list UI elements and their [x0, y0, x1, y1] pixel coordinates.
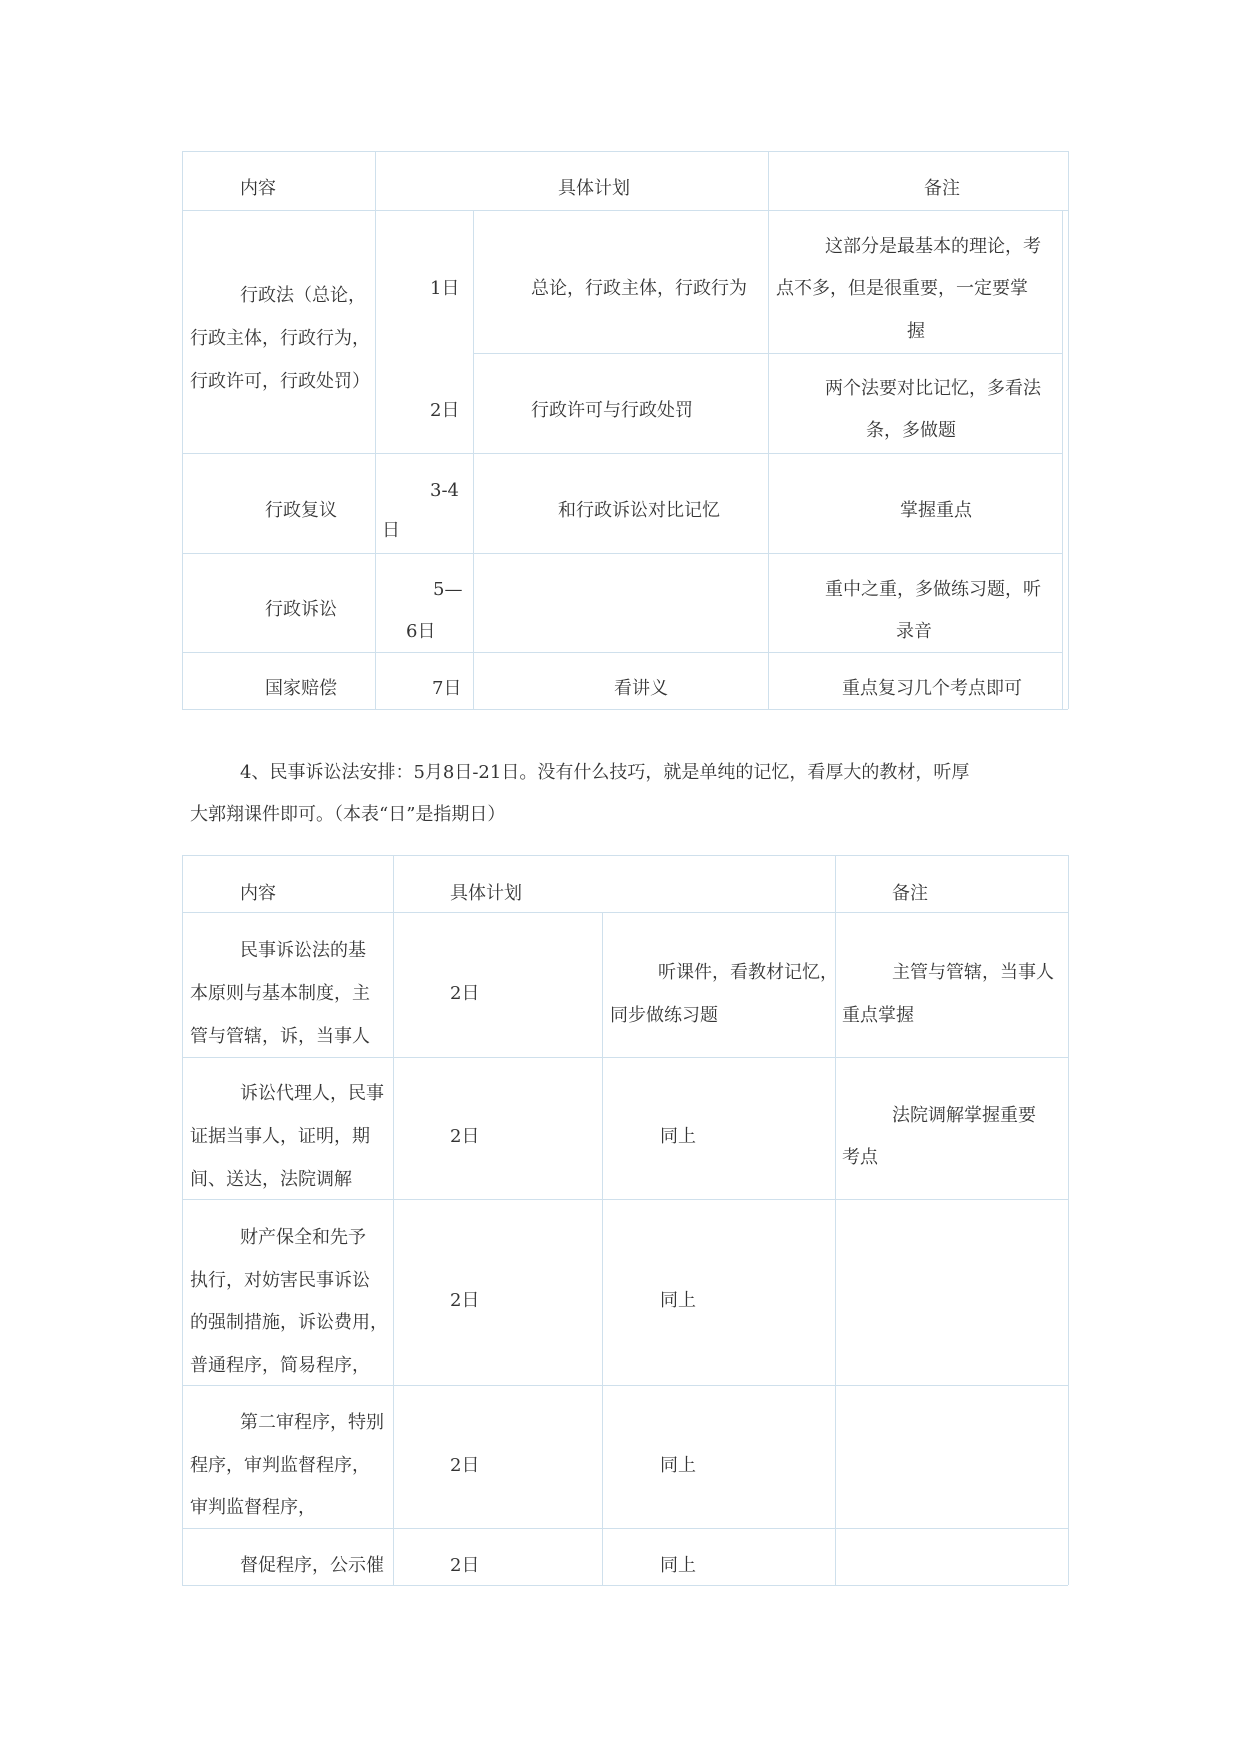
- t2-row3-name-line1: 财产保全和先予: [240, 1227, 366, 1248]
- t1-header-plan: 具体计划: [558, 178, 630, 199]
- t2-row4-plan: 同上: [660, 1455, 696, 1476]
- t1-row5-day: 7日: [432, 678, 462, 699]
- t2-header-plan: 具体计划: [450, 883, 522, 904]
- t1-row1-name-line1: 行政法（总论，: [240, 285, 366, 306]
- t2-row1-day: 2日: [450, 983, 480, 1004]
- t1-row1-note-line3: 握: [907, 321, 925, 342]
- t1-row2-note-line2: 条，多做题: [866, 420, 956, 441]
- t1-row3-plan: 和行政诉讼对比记忆: [558, 500, 720, 521]
- paragraph-line1: 4、民事诉讼法安排：5月8日-21日。没有什么技巧，就是单纯的记忆，看厚大的教材，听厚: [240, 762, 970, 783]
- t1-row4-note-line2: 录音: [896, 621, 932, 642]
- t2-row2-name-line1: 诉讼代理人，民事: [240, 1083, 384, 1104]
- t2-row4-name-line1: 第二审程序，特别: [240, 1412, 384, 1433]
- t2-row2-note-line1: 法院调解掌握重要: [892, 1105, 1036, 1126]
- t1-row2-plan: 行政许可与行政处罚: [531, 400, 693, 421]
- t1-row4-note-line1: 重中之重，多做练习题，听: [825, 579, 1041, 600]
- t2-header-content: 内容: [240, 883, 276, 904]
- t2-row1-plan-line2: 同步做练习题: [610, 1005, 718, 1026]
- t2-row1-plan-line1: 听课件，看教材记忆，: [658, 962, 838, 983]
- t2-row3-name-line3: 的强制措施，诉讼费用，: [190, 1312, 388, 1333]
- t1-row1-day: 1日: [430, 278, 460, 299]
- t2-row3-plan: 同上: [660, 1290, 696, 1311]
- t1-row4-day-line2: 6日: [406, 621, 436, 642]
- t2-row5-plan: 同上: [660, 1555, 696, 1576]
- t2-row5-name-line1: 督促程序，公示催: [240, 1555, 384, 1576]
- t2-row2-day: 2日: [450, 1126, 480, 1147]
- t1-row3-day-line1: 3-4: [430, 480, 459, 501]
- t1-row5-note: 重点复习几个考点即可: [842, 678, 1022, 699]
- t2-row2-name-line3: 间、送达，法院调解: [190, 1169, 352, 1190]
- t2-row3-name-line4: 普通程序，简易程序，: [190, 1355, 370, 1376]
- t1-row5-name: 国家赔偿: [265, 678, 337, 699]
- t1-row1-name-line2: 行政主体，行政行为，: [190, 328, 370, 349]
- t2-row5-day: 2日: [450, 1555, 480, 1576]
- t2-row1-name-line2: 本原则与基本制度，主: [190, 983, 370, 1004]
- t2-row4-day: 2日: [450, 1455, 480, 1476]
- t2-row4-name-line3: 审判监督程序，: [190, 1497, 316, 1518]
- t2-row4-name-line2: 程序，审判监督程序，: [190, 1455, 370, 1476]
- t2-row2-name-line2: 证据当事人，证明，期: [190, 1126, 370, 1147]
- t1-row4-name: 行政诉讼: [265, 599, 337, 620]
- t1-header-note: 备注: [924, 178, 960, 199]
- t1-row3-name: 行政复议: [265, 500, 337, 521]
- paragraph-line2: 大郭翔课件即可。（本表“日”是指期日）: [190, 804, 506, 825]
- t2-row2-note-line2: 考点: [842, 1147, 878, 1168]
- t1-row4-day-line1: 5—: [433, 579, 463, 600]
- t1-row1-note-line1: 这部分是最基本的理论，考: [825, 236, 1041, 257]
- t2-row2-plan: 同上: [660, 1126, 696, 1147]
- t2-row1-note-line2: 重点掌握: [842, 1005, 914, 1026]
- t1-header-content: 内容: [240, 178, 276, 199]
- t2-row1-note-line1: 主管与管辖，当事人: [892, 962, 1054, 983]
- t1-row5-plan: 看讲义: [614, 678, 668, 699]
- t1-row2-note-line1: 两个法要对比记忆，多看法: [825, 378, 1041, 399]
- t1-row2-day: 2日: [430, 400, 460, 421]
- t2-row1-name-line3: 管与管辖，诉，当事人: [190, 1026, 370, 1047]
- t2-row3-day: 2日: [450, 1290, 480, 1311]
- t1-row3-note: 掌握重点: [900, 500, 972, 521]
- t1-row1-note-line2: 点不多，但是很重要，一定要掌: [776, 278, 1028, 299]
- t1-row3-day-line2: 日: [382, 520, 400, 541]
- t2-row1-name-line1: 民事诉讼法的基: [240, 940, 366, 961]
- t2-row3-name-line2: 执行，对妨害民事诉讼: [190, 1270, 370, 1291]
- t1-row1-name-line3: 行政许可，行政处罚）: [190, 371, 370, 392]
- t1-row1-plan: 总论，行政主体，行政行为: [531, 278, 747, 299]
- t2-header-note: 备注: [892, 883, 928, 904]
